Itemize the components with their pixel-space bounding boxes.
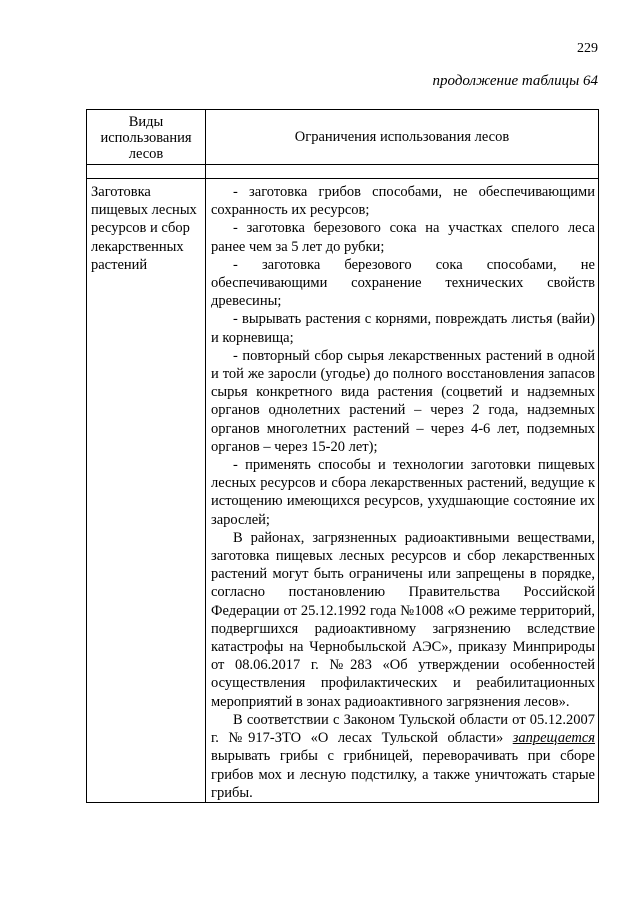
category-line: ресурсов и сбор — [91, 220, 190, 237]
restrictions-cell — [211, 183, 595, 802]
spacer-row-divider — [87, 178, 598, 179]
category-line: пищевых лесных — [91, 202, 197, 219]
header-usage-line: использования — [100, 130, 192, 146]
column-divider — [205, 110, 206, 802]
category-line: Заготовка — [91, 184, 151, 200]
restriction-item: - заготовка березового сока способами, не обеспечивающими сохранение технических свойств древесины; — [211, 256, 595, 310]
category-line: растений — [91, 256, 148, 273]
header-usage-line: Виды — [128, 114, 164, 130]
category-line: лекарственных — [91, 238, 184, 255]
page-number: 229 — [577, 41, 598, 56]
header-divider — [87, 164, 598, 165]
restriction-item: - повторный сбор сырья лекарственных растений в одной и той же заросли (угодье) до полного восстановления запасов сырья конкретного вида растения (соцветий и надземных органов однолетних растений – через 2 года, надземных органов многолетних растений – через 4-6 лет, подземных органов – через 15-20 лет); — [211, 347, 595, 455]
restrictions-table — [86, 109, 599, 803]
header-usage-types — [87, 114, 205, 162]
restriction-item: - вырывать растения с корнями, повреждать листья (вайи) и корневища; — [211, 311, 595, 346]
restriction-item: - заготовка грибов способами, не обеспечивающими сохранность их ресурсов; — [211, 184, 595, 219]
header-usage-line: лесов — [128, 146, 164, 162]
restriction-item: - применять способы и технологии заготовки пищевых лесных ресурсов и сбора лекарственных растений, ведущие к истощению имеющихся ресурсов, ухудшающие состояние их зарослей; — [211, 457, 595, 528]
restriction-item: - заготовка березового сока на участках спелого леса ранее чем за 5 лет до рубки; — [211, 220, 595, 255]
tula-law-intro: В соответствии с Законом Тульской области от 05.12.2007 г. №917-ЗТО «О лесах Тульской области» — [211, 711, 595, 747]
prohibited-emphasis: запрещается — [512, 730, 596, 747]
tula-law-rest: вырывать грибы с грибницей, переворачивать при сборе грибов мох и лесную подстилку, а также уничтожать старые грибы. — [211, 748, 595, 801]
table-continuation-label: продолжение таблицы 64 — [432, 73, 598, 89]
tula-law-paragraph — [211, 711, 595, 802]
radioactive-zones-paragraph: В районах, загрязненных радиоактивными веществами, заготовка пищевых лесных ресурсов и сбор лекарственных растений могут быть ограничены или запрещены в порядке, согласно постановлению Правительства Российской Федерации от 25.12.1992 года №1008 «О режиме территорий, подвергшихся радиоактивному загрязнению вследствие катастрофы на Чернобыльской АЭС», приказу Минприроды от 08.06.2017 г. №283 «Об утверждении особенностей осуществления профилактических и реабилитационных мероприятий в зонах радиоактивного загрязнения лесов». — [211, 529, 595, 710]
category-cell — [91, 183, 203, 274]
header-restrictions: Ограничения использования лесов — [294, 129, 510, 145]
